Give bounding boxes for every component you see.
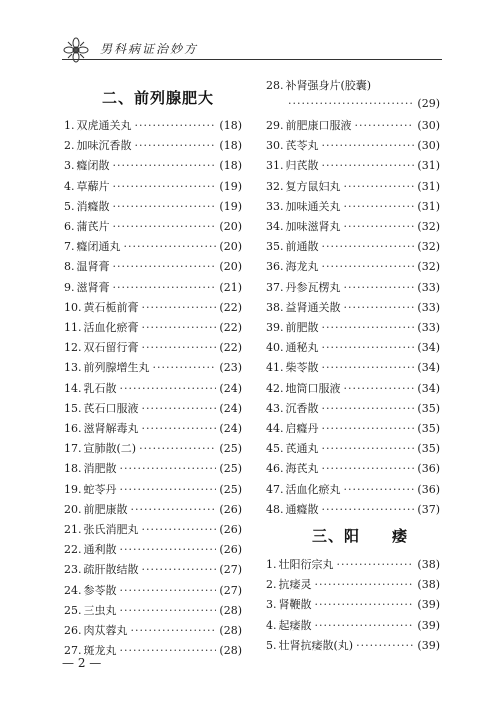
entry-page: (25) — [219, 462, 242, 476]
entry-name: 消癃散 — [76, 199, 110, 213]
leader-dots — [322, 320, 415, 336]
entry-name: 前通散 — [285, 240, 319, 254]
entry-name: 温肾膏 — [76, 260, 110, 274]
entry-number: 42. — [266, 381, 284, 395]
entry-number: 44. — [266, 422, 284, 435]
entry-name: 蒲芪片 — [76, 220, 110, 233]
entry-page: (31) — [417, 179, 440, 193]
toc-entry[interactable] — [64, 562, 242, 578]
toc-entry[interactable] — [266, 502, 440, 518]
leader-dots — [355, 118, 415, 134]
entry-number: 36. — [266, 260, 284, 274]
leader-dots — [344, 482, 415, 498]
entry-number: 31. — [266, 159, 284, 173]
toc-entry[interactable] — [266, 239, 440, 255]
page-number: — 2 — — [62, 656, 102, 670]
entry-page: (33) — [417, 300, 440, 314]
entry-page: (23) — [219, 361, 242, 375]
entry-page: (22) — [219, 300, 242, 314]
leader-dots — [344, 219, 415, 235]
entry-page: (37) — [417, 502, 440, 516]
entry-number: 37. — [266, 280, 284, 294]
toc-entry[interactable] — [266, 482, 440, 498]
entry-page: (36) — [417, 462, 440, 476]
entry-number: 30. — [266, 139, 284, 153]
entry-page: (31) — [417, 159, 440, 173]
leader-dots — [315, 577, 415, 593]
entry-page: (39) — [417, 638, 440, 652]
leader-dots — [120, 583, 217, 599]
entry-page: (18) — [219, 119, 242, 132]
entry-page: (27) — [219, 563, 242, 577]
header-rule — [62, 59, 442, 60]
entry-name: 三虫丸 — [83, 603, 117, 617]
entry-name: 起痿散 — [278, 618, 312, 632]
leader-dots — [322, 421, 415, 437]
toc-entry[interactable] — [266, 78, 440, 94]
entry-name: 癃闭散 — [76, 159, 110, 173]
leader-dots — [142, 562, 217, 578]
entry-page: (34) — [417, 341, 440, 355]
entry-name: 前列腺增生丸 — [83, 361, 150, 375]
toc-entry[interactable] — [266, 441, 440, 457]
leader-dots — [131, 623, 217, 639]
entry-page: (20) — [219, 260, 242, 274]
entry-name: 肉苁蓉丸 — [83, 624, 128, 637]
toc-entry[interactable] — [266, 577, 440, 593]
leader-dots — [344, 280, 415, 296]
entry-number: 8. — [64, 260, 75, 274]
entry-name: 复方鼠妇丸 — [285, 179, 341, 193]
entry-page: (25) — [219, 482, 242, 496]
toc-entry[interactable] — [64, 259, 242, 275]
entry-name: 芪通丸 — [285, 442, 319, 456]
entry-name: 疏肝散结散 — [83, 563, 139, 577]
toc-entry[interactable] — [266, 138, 440, 154]
toc-entry[interactable] — [64, 603, 242, 619]
toc-entry[interactable] — [64, 381, 242, 397]
entry-name: 斑龙丸 — [83, 644, 117, 658]
leader-dots — [322, 401, 415, 417]
entry-name: 沉香散 — [285, 401, 319, 415]
entry-page: (18) — [219, 159, 242, 173]
leader-dots — [142, 300, 217, 316]
entry-number: 12. — [64, 341, 82, 355]
entry-name: 加味沉香散 — [76, 139, 132, 153]
toc-entry[interactable] — [266, 340, 440, 356]
leader-dots — [288, 96, 414, 112]
entry-name: 前肥康口服液 — [285, 119, 352, 132]
toc-entry[interactable] — [64, 542, 242, 558]
entry-name: 海芪丸 — [285, 462, 319, 476]
leader-dots — [322, 158, 415, 174]
toc-entry[interactable] — [266, 158, 440, 174]
toc-entry[interactable] — [64, 583, 242, 599]
entry-name: 补肾强身片(胶囊) — [285, 79, 372, 92]
entry-page: (32) — [417, 220, 440, 233]
leader-dots — [120, 542, 217, 558]
entry-name: 启癃丹 — [285, 422, 319, 435]
toc-entry[interactable] — [64, 118, 242, 134]
entry-name: 前肥散 — [285, 321, 319, 334]
entry-page: (20) — [219, 220, 242, 233]
toc-entry[interactable] — [64, 461, 242, 477]
entry-page: (36) — [417, 482, 440, 496]
leader-dots — [113, 179, 217, 195]
leader-dots — [322, 461, 415, 477]
toc-entry[interactable] — [266, 360, 440, 376]
entry-number: 28. — [266, 79, 284, 92]
entry-number: 34. — [266, 220, 284, 233]
leader-dots — [322, 138, 415, 154]
entry-name: 海龙丸 — [285, 260, 319, 274]
entry-number: 45. — [266, 442, 284, 456]
leader-dots — [322, 340, 415, 356]
entry-page: (29) — [417, 97, 440, 110]
entry-name: 抗痿灵 — [278, 578, 312, 592]
entry-number: 39. — [266, 321, 284, 334]
leader-dots — [344, 179, 415, 195]
leader-dots — [142, 320, 217, 336]
section-title-prostate: 二、前列腺肥大 — [102, 89, 215, 107]
entry-number: 21. — [64, 523, 82, 536]
toc-entry[interactable] — [266, 618, 440, 634]
entry-name: 乳石散 — [83, 381, 117, 395]
leader-dots — [113, 219, 217, 235]
entry-page: (21) — [219, 280, 242, 294]
entry-name: 双虎通关丸 — [76, 119, 132, 132]
entry-name: 蛇苓丹 — [83, 482, 117, 496]
section-title-impotence: 三、阳 痿 — [312, 527, 409, 545]
entry-page: (18) — [219, 139, 242, 153]
entry-page: (28) — [219, 603, 242, 617]
entry-name: 加味滋肾丸 — [285, 220, 341, 233]
leader-dots — [131, 502, 217, 518]
entry-number: 25. — [64, 603, 82, 617]
entry-number: 5. — [64, 199, 75, 213]
entry-number: 22. — [64, 543, 82, 557]
toc-entry[interactable] — [64, 199, 242, 215]
toc-entry[interactable] — [64, 179, 242, 195]
entry-number: 3. — [64, 159, 75, 173]
entry-number: 4. — [64, 179, 75, 193]
leader-dots — [153, 360, 217, 376]
toc-entry[interactable] — [64, 239, 242, 255]
leader-dots — [139, 441, 216, 457]
entry-name: 癃闭通丸 — [76, 240, 121, 254]
entry-page: (32) — [417, 260, 440, 274]
leader-dots — [113, 199, 217, 215]
toc-entry[interactable] — [64, 300, 242, 316]
entry-page: (25) — [219, 442, 242, 456]
leader-dots — [120, 482, 217, 498]
entry-name: 张氏消肥丸 — [83, 523, 139, 536]
entry-number: 23. — [64, 563, 82, 577]
entry-name: 黄石栀前膏 — [83, 300, 139, 314]
entry-number: 11. — [64, 321, 82, 334]
toc-entry[interactable] — [266, 219, 440, 235]
entry-number: 16. — [64, 422, 82, 435]
toc-entry[interactable] — [64, 360, 242, 376]
entry-number: 15. — [64, 401, 82, 415]
entry-number: 2. — [266, 578, 277, 592]
toc-entry[interactable] — [64, 502, 242, 518]
entry-number: 2. — [64, 139, 75, 153]
toc-entry[interactable] — [64, 441, 242, 457]
entry-page: (26) — [219, 523, 242, 536]
toc-entry[interactable] — [266, 381, 440, 397]
entry-name: 活血化瘀丸 — [285, 482, 341, 496]
entry-name: 滋肾解毒丸 — [83, 422, 139, 435]
leader-dots — [142, 421, 217, 437]
leader-dots — [124, 239, 217, 255]
entry-page: (28) — [219, 644, 242, 658]
entry-name: 参苓散 — [83, 583, 117, 597]
entry-page: (30) — [417, 139, 440, 153]
leader-dots — [344, 199, 415, 215]
entry-name: 地筒口服液 — [285, 381, 341, 395]
entry-number: 18. — [64, 462, 82, 476]
leader-dots — [315, 597, 415, 613]
entry-number: 19. — [64, 482, 82, 496]
toc-entry[interactable] — [266, 557, 440, 573]
leader-dots — [120, 381, 217, 397]
entry-number: 1. — [64, 119, 75, 132]
book-title: 男科病证治妙方 — [100, 42, 199, 56]
entry-number: 33. — [266, 199, 284, 213]
entry-number: 20. — [64, 502, 82, 516]
entry-name: 归芪散 — [285, 159, 319, 173]
leader-dots — [135, 118, 217, 134]
entry-page: (39) — [417, 618, 440, 632]
toc-entry[interactable] — [64, 340, 242, 356]
entry-page: (28) — [219, 624, 242, 637]
entry-page: (34) — [417, 381, 440, 395]
leader-dots — [322, 239, 415, 255]
entry-name: 通秘丸 — [285, 341, 319, 355]
toc-entry[interactable] — [266, 461, 440, 477]
entry-number: 1. — [266, 558, 277, 571]
entry-name: 芪苓丸 — [285, 139, 319, 153]
leader-dots — [113, 259, 217, 275]
entry-number: 4. — [266, 618, 277, 632]
toc-entry[interactable] — [64, 522, 242, 538]
leader-dots — [120, 461, 217, 477]
entry-name: 加味通关丸 — [285, 199, 341, 213]
entry-page: (24) — [219, 401, 242, 415]
entry-name: 壮阳衍宗丸 — [278, 558, 334, 571]
entry-page: (33) — [417, 321, 440, 334]
entry-number: 41. — [266, 361, 284, 375]
leader-dots — [322, 259, 415, 275]
leader-dots — [142, 340, 217, 356]
entry-number: 48. — [266, 502, 284, 516]
leader-dots — [322, 502, 415, 518]
entry-name: 丹参瓦楞丸 — [285, 280, 341, 294]
entry-page: (19) — [219, 199, 242, 213]
toc-entry[interactable] — [64, 219, 242, 235]
entry-number: 6. — [64, 220, 75, 233]
toc-entry[interactable] — [266, 118, 440, 134]
entry-page: (35) — [417, 422, 440, 435]
entry-page: (26) — [219, 502, 242, 516]
toc-entry-continuation[interactable] — [288, 96, 440, 112]
entry-page: (39) — [417, 598, 440, 612]
toc-entry[interactable] — [64, 158, 242, 174]
entry-number: 46. — [266, 462, 284, 476]
leader-dots — [322, 441, 415, 457]
entry-page: (19) — [219, 179, 242, 193]
entry-number: 27. — [64, 644, 82, 658]
entry-name: 草薢片 — [76, 179, 110, 193]
entry-number: 29. — [266, 119, 284, 132]
entry-page: (30) — [417, 119, 440, 132]
entry-number: 32. — [266, 179, 284, 193]
leader-dots — [135, 138, 217, 154]
toc-entry[interactable] — [64, 280, 242, 296]
leader-dots — [120, 643, 217, 659]
toc-entry[interactable] — [266, 421, 440, 437]
toc-entry[interactable] — [266, 401, 440, 417]
entry-number: 24. — [64, 583, 82, 597]
toc-entry[interactable] — [266, 320, 440, 336]
toc-entry[interactable] — [266, 280, 440, 296]
entry-name: 通利散 — [83, 543, 117, 557]
entry-page: (32) — [417, 240, 440, 254]
entry-number: 17. — [64, 442, 82, 456]
entry-name: 肾鞭散 — [278, 598, 312, 612]
toc-entry[interactable] — [64, 138, 242, 154]
leader-dots — [142, 401, 217, 417]
toc-entry[interactable] — [266, 179, 440, 195]
entry-name: 活血化瘀膏 — [83, 321, 139, 334]
entry-page: (26) — [219, 543, 242, 557]
entry-page: (20) — [219, 240, 242, 254]
leader-dots — [113, 158, 217, 174]
entry-number: 9. — [64, 280, 75, 294]
running-header — [0, 0, 504, 70]
entry-name: 壮肾抗痿散(丸) — [278, 638, 354, 652]
entry-page: (22) — [219, 321, 242, 334]
entry-page: (33) — [417, 280, 440, 294]
entry-number: 3. — [266, 598, 277, 612]
toc-entry[interactable] — [64, 421, 242, 437]
entry-number: 7. — [64, 240, 75, 254]
entry-number: 10. — [64, 300, 82, 314]
entry-name: 通癃散 — [285, 502, 319, 516]
entry-name: 宣肺散(二) — [83, 442, 137, 456]
entry-number: 35. — [266, 240, 284, 254]
entry-number: 40. — [266, 341, 284, 355]
entry-number: 43. — [266, 401, 284, 415]
entry-page: (27) — [219, 583, 242, 597]
entry-number: 47. — [266, 482, 284, 496]
entry-name: 消肥散 — [83, 462, 117, 476]
leader-dots — [344, 381, 415, 397]
toc-entry[interactable] — [64, 401, 242, 417]
entry-name: 柴苓散 — [285, 361, 319, 375]
entry-page: (31) — [417, 199, 440, 213]
leader-dots — [120, 603, 217, 619]
toc-entry[interactable] — [266, 259, 440, 275]
leader-dots — [344, 300, 415, 316]
entry-page: (35) — [417, 401, 440, 415]
entry-page: (34) — [417, 361, 440, 375]
entry-name: 益肾通关散 — [285, 300, 341, 314]
entry-page: (24) — [219, 381, 242, 395]
entry-number: 14. — [64, 381, 82, 395]
toc-entry[interactable] — [266, 199, 440, 215]
toc-entry[interactable] — [266, 638, 440, 654]
entry-name: 滋肾膏 — [76, 280, 110, 294]
toc-entry[interactable] — [64, 623, 242, 639]
leader-dots — [113, 280, 217, 296]
entry-name: 双石留行膏 — [83, 341, 139, 355]
entry-name: 前肥康散 — [83, 502, 128, 516]
entry-page: (35) — [417, 442, 440, 456]
entry-number: 26. — [64, 624, 82, 637]
toc-entry[interactable] — [64, 482, 242, 498]
entry-number: 38. — [266, 300, 284, 314]
entry-number: 5. — [266, 638, 277, 652]
leader-dots — [356, 638, 414, 654]
entry-page: (22) — [219, 341, 242, 355]
leader-dots — [337, 557, 415, 573]
entry-page: (38) — [417, 558, 440, 571]
toc-entry[interactable] — [64, 320, 242, 336]
toc-entry[interactable] — [266, 300, 440, 316]
leader-dots — [322, 360, 415, 376]
toc-entry[interactable] — [266, 597, 440, 613]
leader-dots — [142, 522, 217, 538]
entry-page: (24) — [219, 422, 242, 435]
entry-number: 13. — [64, 361, 82, 375]
entry-page: (38) — [417, 578, 440, 592]
entry-name: 芪石口服液 — [83, 401, 139, 415]
leader-dots — [315, 618, 415, 634]
